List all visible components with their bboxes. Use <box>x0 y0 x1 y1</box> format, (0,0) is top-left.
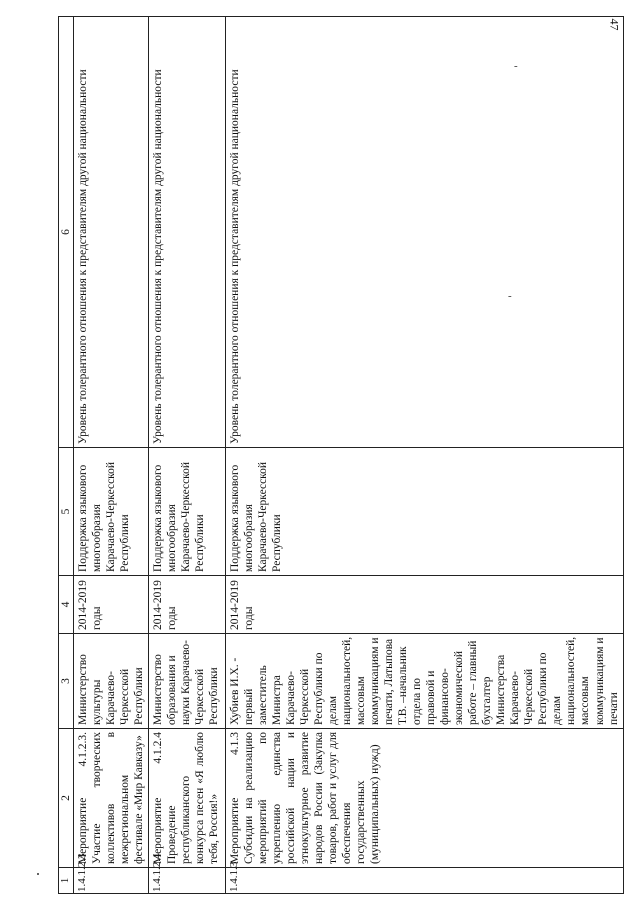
header-col-3: 3 <box>59 634 74 729</box>
header-col-6: 6 <box>59 17 74 448</box>
event-name: Мероприятие 4.1.2.3. Участие творческих коллективов в межрегиональном фестивале «Мир Кавказу» <box>74 729 149 868</box>
indicator: Уровень толерантного отношения к представителям другой национальности <box>149 17 226 448</box>
event-name: Мероприятие 4.1.3 Субсидии на реализацию мероприятий по укреплению единства российской нации и этнокультурное развитие народов России (Закупка товаров, работ и услуг для обеспечения государственных (муниципальных) нужд) <box>226 729 624 868</box>
row-number: 1.4.1.2.4 <box>149 868 226 894</box>
table-row <box>226 17 624 894</box>
header-col-5: 5 <box>59 448 74 576</box>
stray-mark: - <box>514 60 518 72</box>
rotated-table-frame <box>58 16 624 894</box>
executor: Министерство образования и науки Карачаево-Черкесской Республики <box>149 634 226 729</box>
scan-speck <box>37 873 39 875</box>
period: 2014-2019 годы <box>74 576 149 634</box>
expected-result: Поддержка языкового многообразия Карачаево-Черкесской Республики <box>149 448 226 576</box>
header-col-4: 4 <box>59 576 74 634</box>
event-name: Мероприятие 4.1.2.4 Проведение республиканского конкурса песен «Я люблю тебя, Россия!» <box>149 729 226 868</box>
period: 2014-2019 годы <box>226 576 624 634</box>
row-number: 1.4.1.2.3 <box>74 868 149 894</box>
indicator: Уровень толерантного отношения к представителям другой национальности <box>226 17 624 448</box>
header-col-2: 2 <box>59 729 74 868</box>
expected-result: Поддержка языкового многообразия Карачаево-Черкесской Республики <box>226 448 624 576</box>
executor: Министерство культуры Карачаево-Черкесской Республики <box>74 634 149 729</box>
period: 2014-2019 годы <box>149 576 226 634</box>
expected-result: Поддержка языкового многообразия Карачаево-Черкесской Республики <box>74 448 149 576</box>
table-header-row <box>59 17 74 894</box>
executor: Хубиев И.Х. - первый заместитель Министра Карачаево-Черкесской Республики по делам национальностей, массовым коммуникациям и печати, Латыпова Т.В. –начальник отдела по правовой и финансово-экономической работе – главный бухгалтер Министерства Карачаево-Черкесской Республики по делам национальностей, массовым коммуникациям и печати <box>226 634 624 729</box>
page-number: 47 <box>607 18 622 31</box>
row-number: 1.4.1.3 <box>226 868 624 894</box>
table-row <box>74 17 149 894</box>
stray-mark: - <box>508 290 512 302</box>
table-row <box>149 17 226 894</box>
header-col-1: 1 <box>59 868 74 894</box>
measures-table <box>58 16 624 894</box>
indicator: Уровень толерантного отношения к представителям другой национальности <box>74 17 149 448</box>
